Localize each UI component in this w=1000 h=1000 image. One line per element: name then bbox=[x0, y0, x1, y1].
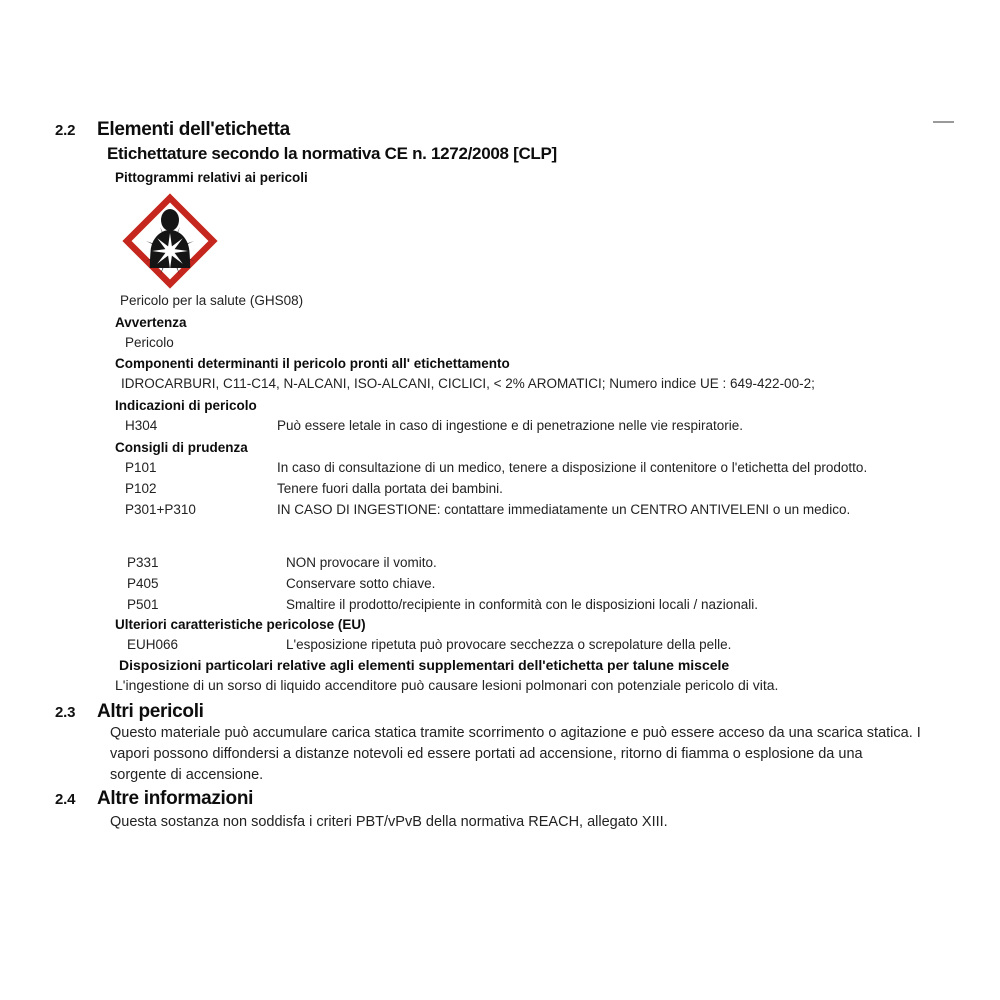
pictograms-label: Pittogrammi relativi ai pericoli bbox=[115, 170, 308, 185]
other-hazards-text: Questo materiale può accumulare carica statica tramite scorrimento o agitazione e può essere acceso da una scarica statica. I vapori possono diffondersi a distanze notevoli ed essere portati ad accensione, ritorno di fiamma o esplosione da una sorgente di accensione. bbox=[110, 725, 921, 783]
section-number: 2.2 bbox=[55, 122, 76, 139]
euh-text: L'esposizione ripetuta può provocare secchezza o screpolature della pelle. bbox=[286, 637, 732, 652]
precautionary-code: P501 bbox=[127, 597, 159, 612]
page-divider-dash bbox=[933, 121, 954, 123]
precautionary-row bbox=[125, 499, 1000, 520]
precautionary-code: P301+P310 bbox=[125, 502, 196, 517]
section-title: Altri pericoli bbox=[97, 701, 204, 722]
components-label: Componenti determinanti il pericolo pronti all' etichettamento bbox=[115, 356, 510, 371]
precautionary-code: P331 bbox=[127, 555, 159, 570]
section-number: 2.3 bbox=[55, 704, 76, 721]
precautionary-code: P102 bbox=[125, 481, 157, 496]
section-title: Altre informazioni bbox=[97, 788, 254, 809]
precautionary-row bbox=[127, 573, 1000, 594]
precautionary-label: Consigli di prudenza bbox=[115, 440, 248, 455]
further-hazard-label: Ulteriori caratteristiche pericolose (EU) bbox=[115, 617, 366, 632]
special-provisions-label: Disposizioni particolari relative agli elementi supplementari dell'etichetta per talune miscele bbox=[119, 657, 730, 673]
pictogram-caption: Pericolo per la salute (GHS08) bbox=[120, 293, 304, 308]
section-heading-elements bbox=[0, 119, 1000, 141]
signal-word-value: Pericolo bbox=[125, 335, 174, 350]
hazard-code: H304 bbox=[125, 418, 158, 433]
euh-statement-row bbox=[127, 634, 1000, 655]
precautionary-code: P101 bbox=[125, 460, 157, 475]
precautionary-text: In caso di consultazione di un medico, tenere a disposizione il contenitore o l'etichetta del prodotto. bbox=[277, 460, 868, 475]
precautionary-text: Conservare sotto chiave. bbox=[286, 576, 436, 591]
hazard-statement-row bbox=[125, 415, 1000, 436]
precautionary-text: Tenere fuori dalla portata dei bambini. bbox=[277, 481, 503, 496]
ghs08-health-hazard-icon bbox=[122, 193, 218, 289]
components-text: IDROCARBURI, C11-C14, N-ALCANI, ISO-ALCANI, CICLICI, < 2% AROMATICI; Numero indice UE : 649-422-00-2; bbox=[121, 376, 815, 391]
precautionary-text: NON provocare il vomito. bbox=[286, 555, 437, 570]
precautionary-text: Smaltire il prodotto/recipiente in conformità con le disposizioni locali / nazionali. bbox=[286, 597, 758, 612]
precautionary-text: IN CASO DI INGESTIONE: contattare immediatamente un CENTRO ANTIVELENI o un medico. bbox=[277, 502, 851, 517]
section-number: 2.4 bbox=[55, 791, 76, 808]
precautionary-row bbox=[125, 457, 1000, 478]
row-gap bbox=[0, 520, 1000, 552]
precautionary-row bbox=[127, 552, 1000, 573]
precautionary-row bbox=[125, 478, 1000, 499]
section-title: Elementi dell'etichetta bbox=[97, 119, 290, 140]
signal-word-label: Avvertenza bbox=[115, 315, 187, 330]
starburst-hole bbox=[152, 233, 188, 269]
section-heading-other-hazards bbox=[0, 701, 1000, 723]
hazard-text: Può essere letale in caso di ingestione e di penetrazione nelle vie respiratorie. bbox=[277, 418, 744, 433]
hazard-statements-label: Indicazioni di pericolo bbox=[115, 398, 257, 413]
precautionary-code: P405 bbox=[127, 576, 159, 591]
section-heading-other-info bbox=[0, 788, 1000, 810]
other-info-text: Questa sostanza non soddisfa i criteri PBT/vPvB della normativa REACH, allegato XIII. bbox=[110, 814, 668, 830]
euh-code: EUH066 bbox=[127, 637, 179, 652]
clp-regulation-subtitle: Etichettature secondo la normativa CE n. 1272/2008 [CLP] bbox=[107, 144, 557, 163]
special-provisions-text: L'ingestione di un sorso di liquido accenditore può causare lesioni polmonari con potenziale pericolo di vita. bbox=[115, 677, 779, 693]
precautionary-row bbox=[127, 594, 1000, 615]
